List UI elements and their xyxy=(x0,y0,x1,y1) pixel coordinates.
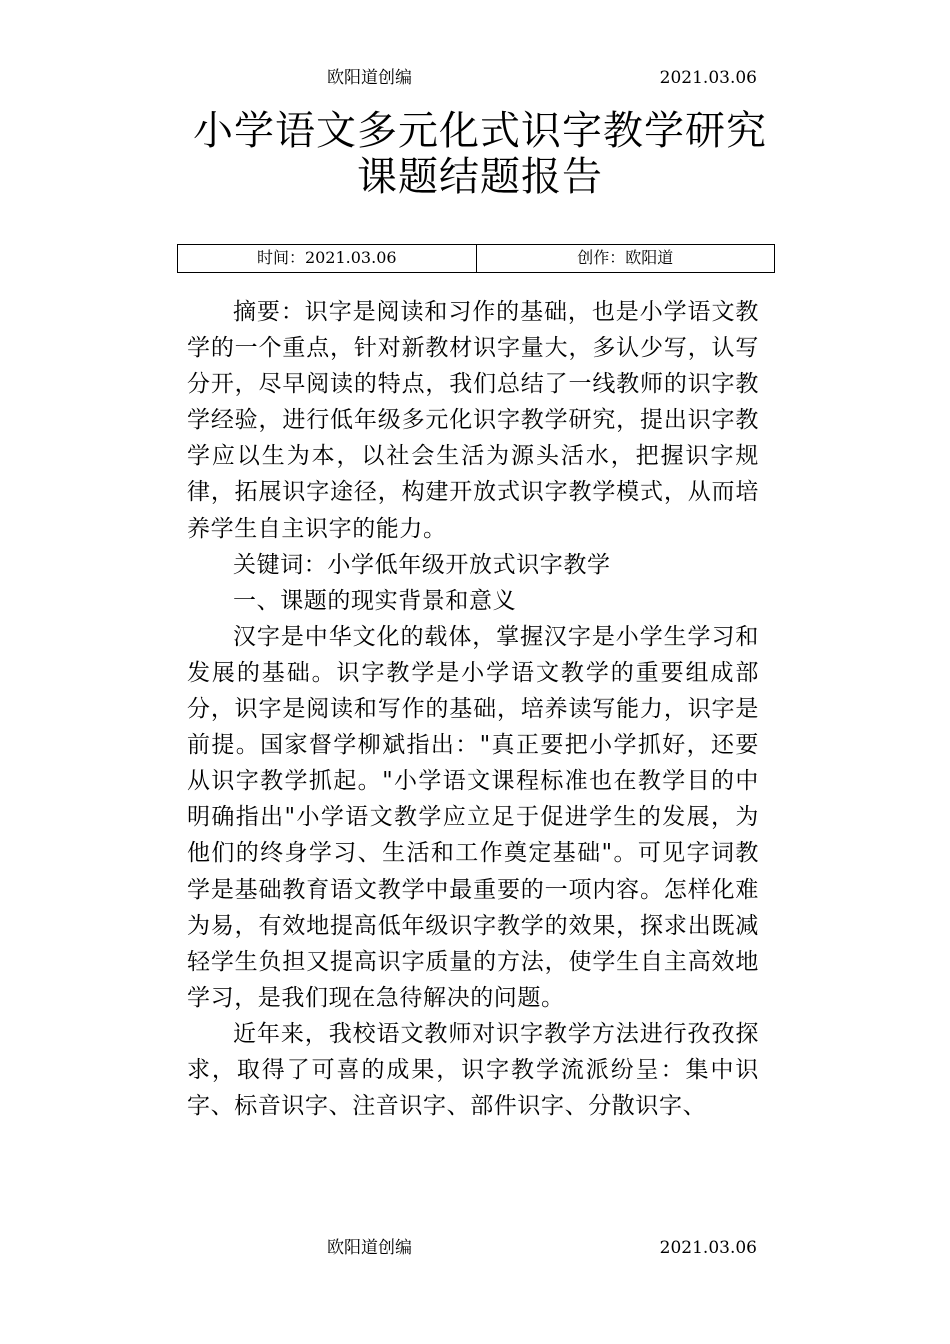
body-paragraph: 近年来，我校语文教师对识字教学方法进行孜孜探求，取得了可喜的成果，识字教学流派纷呈：集中识字、标音识字、注音识字、部件识字、分散识字、 xyxy=(187,1020,759,1120)
meta-time: 时间：2021.03.06 xyxy=(178,245,477,272)
keywords-line: 关键词：小学低年级开放式识字教学 xyxy=(233,551,611,578)
footer-date: 2021.03.06 xyxy=(659,1238,757,1258)
header-date: 2021.03.06 xyxy=(659,68,757,88)
abstract-paragraph: 摘要：识字是阅读和习作的基础，也是小学语文教学的一个重点，针对新教材识字量大，多认少写，认写分开，尽早阅读的特点，我们总结了一线教师的识字教学经验，进行低年级多元化识字教学研究，提出识字教学应以生为本，以社会生活为源头活水，把握识字规律，拓展识字途径，构建开放式识字教学模式，从而培养学生自主识字的能力。 xyxy=(187,299,759,542)
body-text xyxy=(187,294,759,1124)
document-title: 小学语文多元化式识字教学研究课题结题报告 xyxy=(193,108,767,200)
footer-author: 欧阳道创编 xyxy=(327,1238,412,1258)
page-footer xyxy=(187,1236,757,1260)
body-paragraph: 汉字是中华文化的载体，掌握汉字是小学生学习和发展的基础。识字教学是小学语文教学的重要组成部分，识字是阅读和写作的基础，培养读写能力，识字是前提。国家督学柳斌指出："真正要把小学抓好，还要从识字教学抓起。"小学语文课程标准也在教学目的中明确指出"小学语文教学应立足于促进学生的发展，为他们的终身学习、生活和工作奠定基础"。可见字词教学是基础教育语文教学中最重要的一项内容。怎样化难为易，有效地提高低年级识字教学的效果，探求出既减轻学生负担又提高识字质量的方法，使学生自主高效地学习，是我们现在急待解决的问题。 xyxy=(187,623,759,1011)
meta-table xyxy=(177,244,775,273)
page-header xyxy=(187,66,757,90)
meta-creator: 创作：欧阳道 xyxy=(577,248,674,267)
header-author: 欧阳道创编 xyxy=(327,68,412,88)
section-heading: 一、课题的现实背景和意义 xyxy=(233,587,517,614)
